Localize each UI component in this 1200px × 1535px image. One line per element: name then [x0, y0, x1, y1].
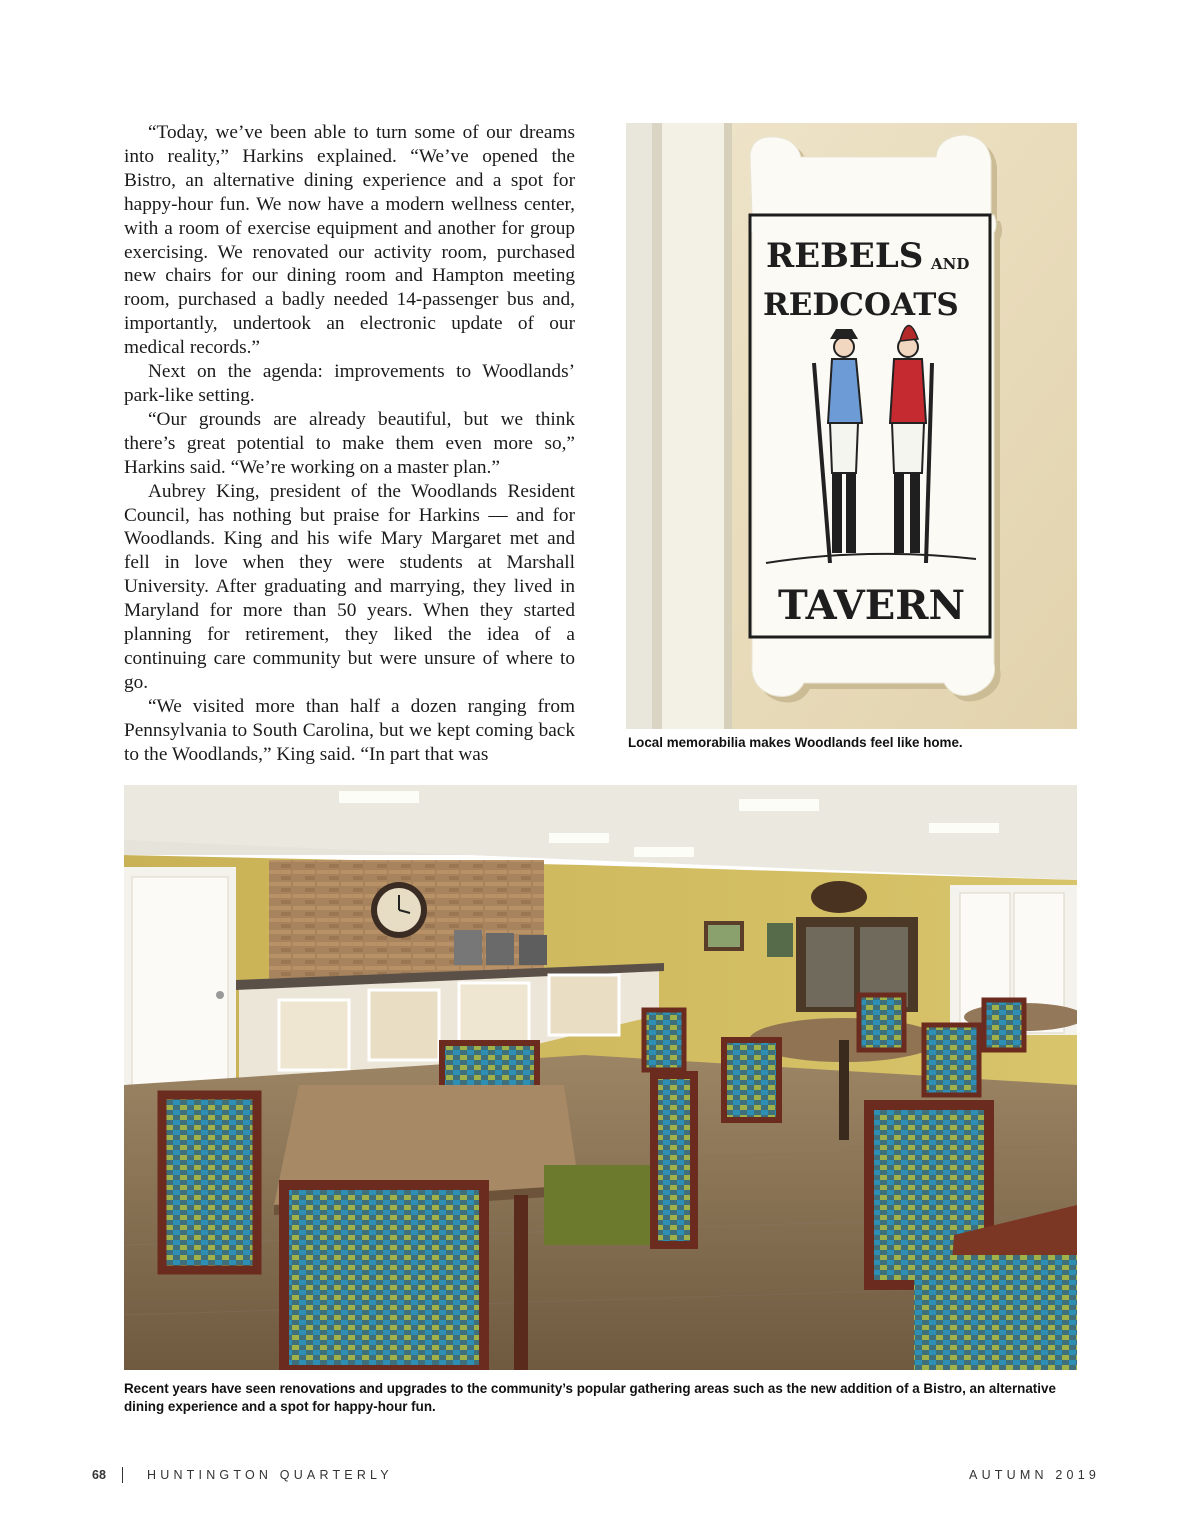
article-paragraph: “Today, we’ve been able to turn some of our dreams into reality,” Harkins explained. “We’ve opened the Bistro, an alternative dining experience and a spot for happy-hour fun. We now have a modern wellness center, with a room of exercise equipment and another for group exercising. We renovated our activity room, purchased new chairs for our dining room and Hampton meeting room, purchased a badly needed 14-passenger bus and, importantly, undertook an electronic update of our medical records.” [124, 122, 575, 359]
footer-divider [122, 1467, 123, 1483]
article-paragraph: “Our grounds are already beautiful, but we think there’s great potential to make them even more so,” Harkins said. “We’re working on a master plan.” [124, 408, 575, 478]
sign-word-rebels: REBELS [766, 236, 924, 276]
tavern-sign-illustration [626, 123, 1077, 729]
sign-word-redcoats: REDCOATS [763, 287, 959, 323]
page-number: 68 [92, 1468, 106, 1482]
sign-word-and: AND [931, 255, 970, 273]
sign-word-tavern: TAVERN [778, 582, 966, 629]
dining-room-caption: Recent years have seen renovations and upgrades to the community’s popular gathering areas such as the new addition of a Bistro, an alternative dining experience and a spot for happy-hour fun. [124, 1381, 1056, 1414]
article-paragraph: Aubrey King, president of the Woodlands Resident Council, has nothing but praise for Harkins — and for Woodlands. King and his wife Mary Margaret met and fell in love when they were students at Marshall University. After graduating and marrying, they lived in Maryland for more than 50 years. When they started planning for retirement, they liked the idea of a continuing care community but were unsure of where to go. [124, 480, 575, 693]
article-paragraph: “We visited more than half a dozen ranging from Pennsylvania to South Carolina, but we kept coming back to the Woodlands,” King said. “In part that was [124, 695, 575, 765]
article-paragraph: Next on the agenda: improvements to Woodlands’ park-like setting. [124, 361, 575, 406]
tavern-sign-caption: Local memorabilia makes Woodlands feel like home. [628, 735, 963, 750]
article-body [124, 121, 575, 766]
issue-date: AUTUMN 2019 [969, 1468, 1100, 1482]
dining-room-illustration [124, 785, 1077, 1370]
dining-room-photo [124, 785, 1077, 1370]
page-footer [92, 1468, 1100, 1486]
publication-name: HUNTINGTON QUARTERLY [147, 1468, 393, 1482]
tavern-sign-photo [626, 123, 1077, 729]
